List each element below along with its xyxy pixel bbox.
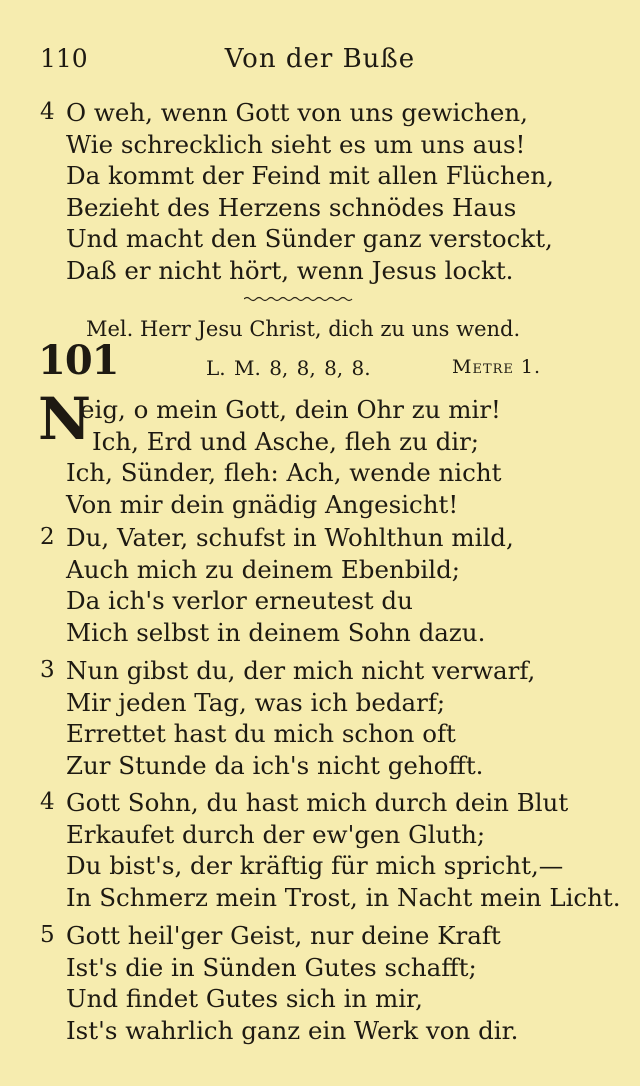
stanza-line: Zur Stunde da ich's nicht gehofft.: [66, 750, 484, 780]
stanza-line: In Schmerz mein Trost, in Nacht mein Licht.: [66, 882, 621, 912]
stanza-number: 2: [40, 524, 55, 550]
hymn-stanza-5: [40, 920, 610, 1046]
stanza-line: Ich, Erd und Asche, fleh zu dir;: [92, 426, 480, 456]
hymn-stanza-1: [40, 394, 610, 520]
stanza-line: Mich selbst in deinem Sohn dazu.: [66, 617, 486, 647]
stanza-line: 4 Gott Sohn, du hast mich durch dein Blut: [40, 788, 569, 817]
stanza-line: 5 Gott heil'ger Geist, nur deine Kraft: [40, 921, 501, 950]
running-title: Von der Buße: [224, 44, 416, 74]
stanza-line: Von mir dein gnädig Angesicht!: [66, 489, 459, 519]
stanza-line: Und findet Gutes sich in mir,: [66, 984, 423, 1013]
hymn-stanza-4: [40, 787, 621, 913]
prev-hymn-stanza: [40, 97, 610, 286]
stanza-line: Ist's die in Sünden Gutes schafft;: [66, 952, 477, 982]
stanza-line: Da ich's verlor erneutest du: [66, 586, 413, 615]
ornamental-divider: [244, 294, 354, 304]
hymn-stanza-3: [40, 655, 610, 781]
stanza-line: Da kommt der Feind mit allen Flüchen,: [66, 161, 554, 190]
hymn-number: 101: [38, 337, 119, 384]
stanza-line: Daß er nicht hört, wenn Jesus lockt.: [66, 255, 514, 285]
tune-indication: Mel. Herr Jesu Christ, dich zu uns wend.: [86, 317, 521, 341]
drop-cap: N: [38, 385, 92, 453]
stanza-line: 3 Nun gibst du, der mich nicht verwarf,: [40, 656, 536, 685]
stanza-line: eig, o mein Gott, dein Ohr zu mir!: [80, 395, 501, 424]
stanza-line: 2 Du, Vater, schufst in Wohlthun mild,: [40, 523, 514, 552]
stanza-line: Ist's wahrlich ganz ein Werk von dir.: [66, 1015, 519, 1045]
stanza-line: 4 O weh, wenn Gott von uns gewichen,: [40, 98, 528, 127]
stanza-line: Errettet hast du mich schon oft: [66, 719, 456, 748]
stanza-line: Mir jeden Tag, was ich bedarf;: [66, 687, 446, 717]
metre-label: Metre 1.: [452, 356, 542, 378]
stanza-line: Du bist's, der kräftig für mich spricht,—: [66, 851, 564, 880]
stanza-line: Auch mich zu deinem Ebenbild;: [66, 554, 461, 584]
meter: L. M. 8, 8, 8, 8.: [206, 356, 371, 380]
stanza-number: 5: [40, 922, 55, 948]
hymn-stanza-2: [40, 522, 610, 648]
stanza-line: Erkaufet durch der ew'gen Gluth;: [66, 819, 486, 849]
stanza-number: 4: [40, 789, 55, 815]
stanza-line: Wie schrecklich sieht es um uns aus!: [66, 129, 526, 159]
stanza-line: Und macht den Sünder ganz verstockt,: [66, 224, 553, 253]
stanza-number: 4: [40, 99, 55, 125]
page-number: 110: [40, 44, 88, 73]
stanza-number: 3: [40, 657, 55, 683]
stanza-line: Ich, Sünder, fleh: Ach, wende nicht: [66, 458, 502, 487]
stanza-line: Bezieht des Herzens schnödes Haus: [66, 192, 517, 222]
page-header: [40, 44, 600, 80]
